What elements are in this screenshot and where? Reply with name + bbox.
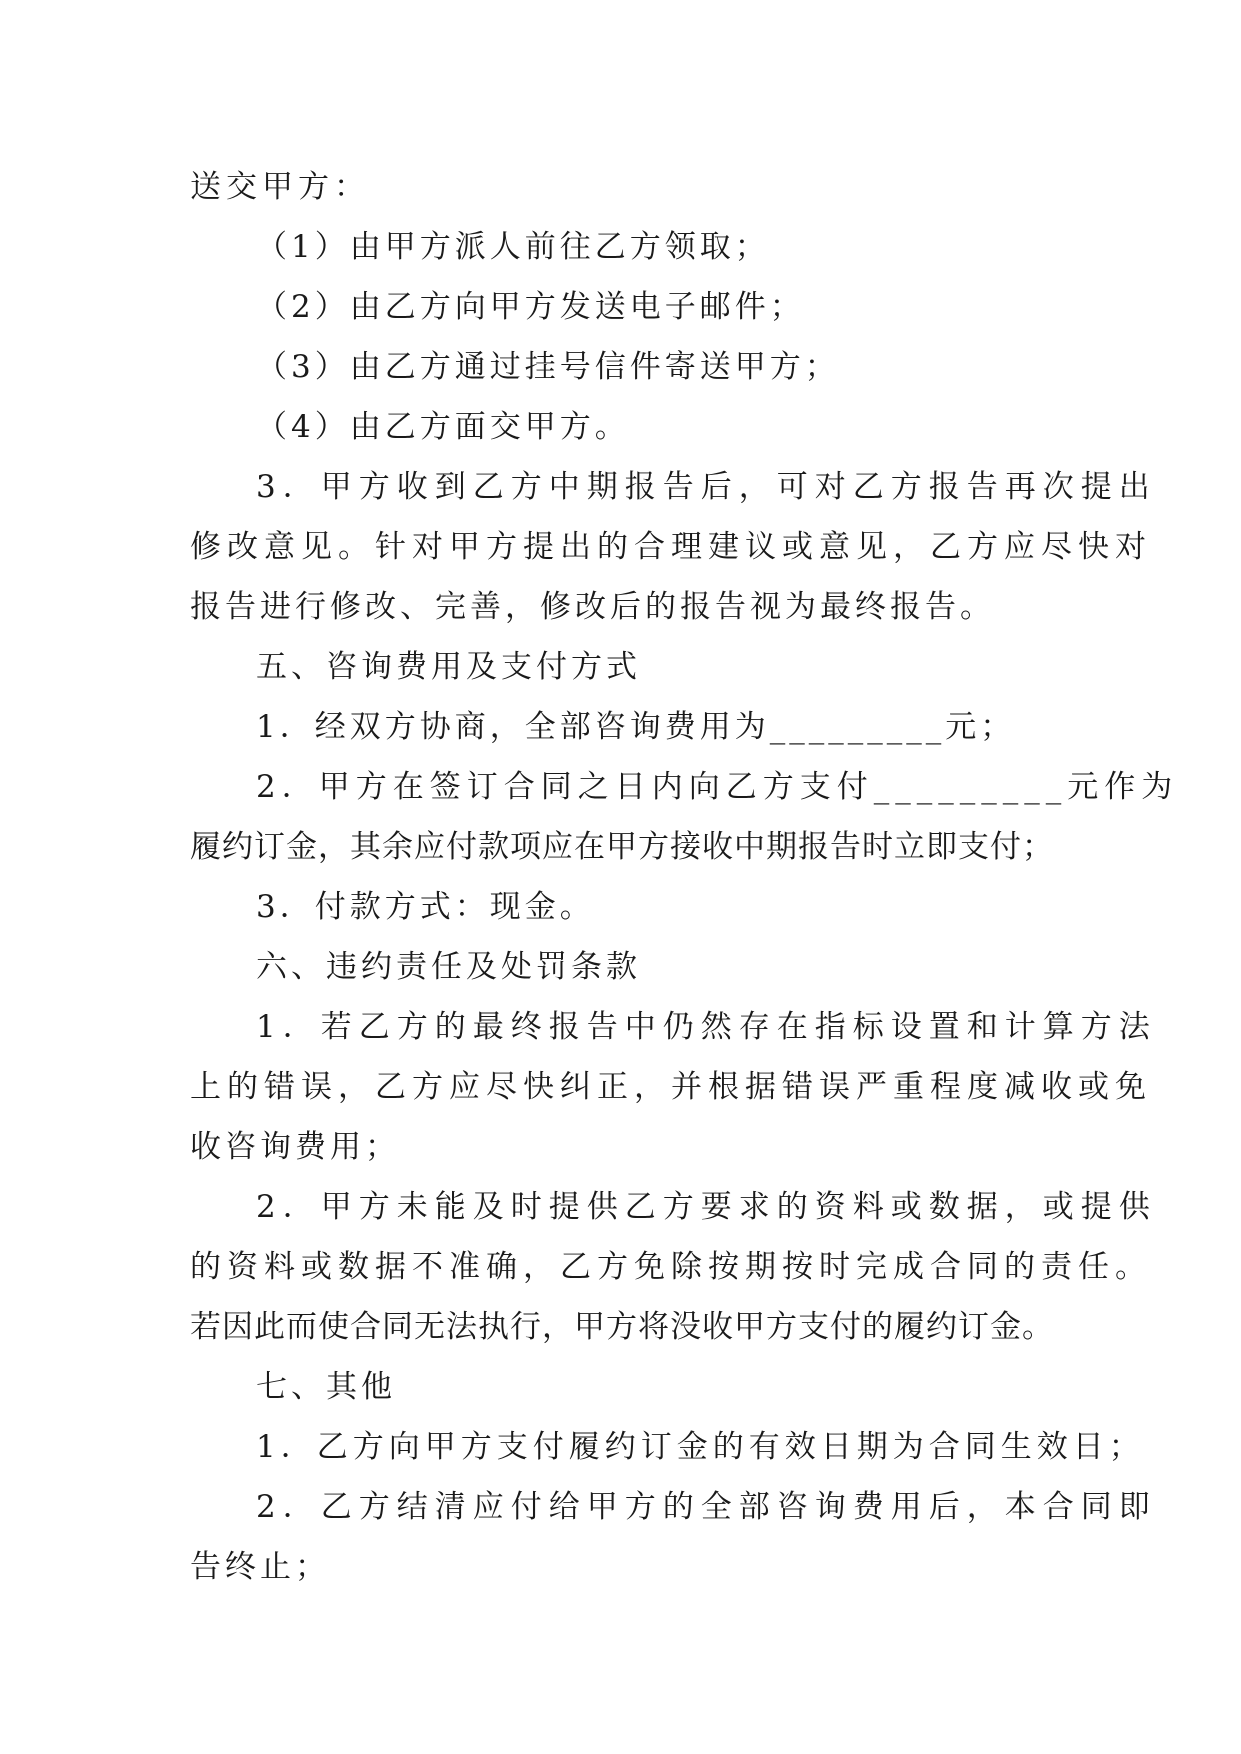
text-line: （1）由甲方派人前往乙方领取； — [256, 229, 770, 265]
text-line: 修改意见。针对甲方提出的合理建议或意见，乙方应尽快对 — [190, 529, 1152, 565]
text-line: （3）由乙方通过挂号信件寄送甲方； — [256, 349, 840, 385]
text-line: 告终止； — [190, 1549, 330, 1585]
text-line: （4）由乙方面交甲方。 — [256, 409, 630, 445]
section-heading: 五、咨询费用及支付方式 — [256, 649, 641, 685]
text-line: 1．经双方协商，全部咨询费用为_________元； — [256, 709, 1016, 745]
text-line: 上的错误，乙方应尽快纠正，并根据错误严重程度减收或免 — [190, 1069, 1152, 1105]
text-line: 若因此而使合同无法执行，甲方将没收甲方支付的履约订金。 — [190, 1309, 1054, 1345]
text-line: 的资料或数据不准确，乙方免除按期按时完成合同的责任。 — [190, 1249, 1152, 1285]
text-line: 2．甲方未能及时提供乙方要求的资料或数据，或提供 — [256, 1189, 1157, 1225]
text-line: 3．付款方式：现金。 — [256, 889, 595, 925]
text-line: 收咨询费用； — [190, 1129, 400, 1165]
text-line: 1．乙方向甲方支付履约订金的有效日期为合同生效日； — [256, 1429, 1145, 1465]
text-line: 1．若乙方的最终报告中仍然存在指标设置和计算方法 — [256, 1009, 1157, 1045]
text-line: （2）由乙方向甲方发送电子邮件； — [256, 289, 805, 325]
text-line: 2．甲方在签订合同之日内向乙方支付_________元作为 — [256, 769, 1179, 805]
text-line: 履约订金，其余应付款项应在甲方接收中期报告时立即支付； — [190, 829, 1054, 865]
text-line: 报告进行修改、完善，修改后的报告视为最终报告。 — [190, 589, 995, 625]
text-line: 3．甲方收到乙方中期报告后，可对乙方报告再次提出 — [256, 469, 1157, 505]
text-line: 2．乙方结清应付给甲方的全部咨询费用后，本合同即 — [256, 1489, 1157, 1525]
section-heading: 六、违约责任及处罚条款 — [256, 949, 641, 985]
section-heading: 七、其他 — [256, 1369, 396, 1405]
text-line: 送交甲方： — [190, 169, 370, 205]
